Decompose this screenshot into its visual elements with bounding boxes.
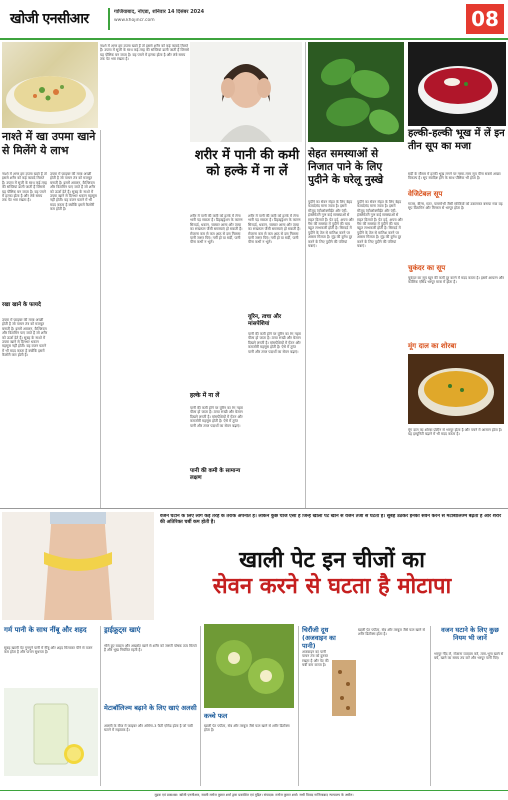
empty-sub5: चिरौंजी दूध (अजवाइन का पानी)	[302, 626, 336, 650]
empty-sub2: ड्राईफ्रूट्स खाएं	[104, 626, 141, 634]
mint-title: सेहत समस्याओं से निजात पाने के लिए पुदीने के घरेलू नुस्खे	[308, 148, 384, 186]
mint-body-col1: पुदीने का सेवन सेहत के लिए बेहद फायदेमंद माना जाता है। इसमें मौजूद एंटीऑक्सीडेंट और एंटी-इंफ्लेमेटरी गुण कई समस्याओं से राहत दिलाते हैं। पेट दर्द, अपच और गैस की समस्या में पुदीने की चाय बहुत लाभकारी होती है। सिरदर्द में पुदीने के तेल से मालिश करने पर आराम मिलता है। मुंह की दुर्गंध दूर करने के लिए पुदीने की पत्तियां चबाएं।	[308, 200, 354, 249]
soup-sub2: चुकंदर का सूप	[408, 264, 446, 272]
lemon-water-image	[4, 688, 98, 776]
mint-leaves-image	[308, 42, 404, 142]
measuring-tape-image	[2, 512, 154, 620]
dal-soup-image	[408, 354, 504, 424]
footer-text: मुद्रक एवं प्रकाशक: खोजी एनसीआर, स्वामी मनोज कुमार शर्मा द्वारा प्रकाशित एवं मुद्रित। संपादक: मनोज कुमार शर्मा। सभी विवाद गाजियाबाद न्यायालय के अधीन।	[154, 793, 354, 797]
upma-body-left: उपमा में फाइबर की मात्रा अच्छी होती है जो पाचन तंत्र को मजबूत बनाती है। इसमें आयरन, कैल्शियम और विटामिन पाए जाते हैं जो शरीर को ऊर्जा देते हैं। सुबह के नाश्ते में उपमा खाने से दिनभर थकान महसूस नहीं होती। यह वजन घटाने में भी मदद करता है क्योंकि इसमें कैलोरी कम होती है।	[2, 318, 48, 358]
water-sub3: पानी की कमी के सामान्य लक्षण	[190, 468, 241, 481]
upma-intro: नाश्ते में अगर हम उपमा खाते हैं तो इससे शरीर को कई फायदे मिलते हैं। उपमा में सूजी के साथ कई तरह की सब्जियां डाली जाती हैं जिससे यह पौष्टिक बन जाता है। यह पचने में हल्का होता है और लंबे समय तक पेट भरा रखता है।	[2, 172, 47, 203]
mint-photo	[308, 42, 404, 142]
water-sub1: हल्के में ना लें	[190, 392, 220, 399]
lemon-water-photo	[4, 688, 98, 776]
empty-body3: अलसी के बीज में फाइबर और ओमेगा-3 फैटी एसिड होता है जो चर्बी घटाने में सहायक है।	[104, 724, 193, 733]
soup-title: हल्की-हल्की भूख में लें इन तीन सूप का मजा	[408, 128, 505, 152]
upma-body-right: उपमा में फाइबर की मात्रा अच्छी होती है जो पाचन तंत्र को मजबूत बनाती है। इसमें आयरन, कैल्शियम और विटामिन पाए जाते हैं जो शरीर को ऊर्जा देते हैं। सुबह के नाश्ते में उपमा खाने से दिनभर थकान महसूस नहीं होती। यह वजन घटाने में भी मदद करता है क्योंकि इसमें कैलोरी कम होती है।	[50, 172, 97, 212]
empty-body6: भरपूर नींद लें, रोजाना व्यायाम करें, तला-भुना खाने से बचें, खाने का समय तय करें और भरपूर पानी पिएं।	[434, 652, 504, 661]
empty-body5b: खाली पेट पपीता, सेब और तरबूज जैसे फल खाने से शरीर डिटॉक्स होता है।	[358, 628, 425, 637]
empty-sub4: कच्चे फल	[204, 712, 228, 720]
soup-body3: मूंग दाल का शोरबा प्रोटीन से भरपूर होता है और पचने में आसान होता है। यह इम्यूनिटी बढ़ाने में भी मदद करता है।	[408, 428, 503, 437]
masthead-date: गाजियाबाद, नोएडा, शनिवार 14 दिसंबर 2024	[114, 9, 205, 15]
upma-photo	[2, 42, 98, 128]
empty-body2: भीगे हुए बादाम और अखरोट खाने से शरीर को जरूरी पोषक तत्व मिलते हैं और भूख नियंत्रित रहती है।	[104, 644, 197, 653]
soup-photo	[408, 42, 506, 126]
footer	[0, 790, 508, 800]
water-body2-col1: पानी की कमी होने पर यूरिन का रंग गहरा पीला हो जाता है। त्वचा रूखी और बेजान दिखने लगती है। मांसपेशियों में ऐंठन और कमजोरी महसूस होती है। ऐसे में तुरंत पानी और तरल पदार्थों का सेवन बढ़ाएं।	[190, 406, 243, 428]
masthead-logo	[10, 8, 102, 28]
soup-bowl-image	[408, 42, 506, 126]
soup-sub1: वेजिटेबल सूप	[408, 190, 443, 198]
empty-title-line1: खाली पेट इन चीजों का	[239, 548, 425, 573]
empty-sub1: गर्म पानी के साथ नींबू और शहद	[4, 626, 87, 634]
empty-title-line2: सेवन करने से घटता है मोटापा	[212, 574, 452, 599]
water-body-col1: शरीर में पानी की कमी को हल्के में लेना भारी पड़ सकता है। डिहाइड्रेशन के कारण सिरदर्द, थकान, चक्कर आना और त्वचा का रूखापन जैसी समस्याएं हो सकती हैं। रोजाना कम से कम आठ से दस गिलास पानी जरूर पिएं। गर्मी हो या सर्दी, पानी पीना कभी न भूलें।	[190, 214, 243, 245]
page-number: 08	[466, 4, 504, 34]
upma-side-text: नाश्ते में अगर हम उपमा खाते हैं तो इससे शरीर को कई फायदे मिलते हैं। उपमा में सूजी के साथ कई तरह की सब्जियां डाली जाती हैं जिससे यह पौष्टिक बन जाता है। यह पचने में हल्का होता है और लंबे समय तक पेट भरा रखता है।	[100, 44, 189, 62]
dal-photo	[408, 354, 504, 424]
water-body-col2: शरीर में पानी की कमी को हल्के में लेना भारी पड़ सकता है। डिहाइड्रेशन के कारण सिरदर्द, थकान, चक्कर आना और त्वचा का रूखापन जैसी समस्याएं हो सकती हैं। रोजाना कम से कम आठ से दस गिलास पानी जरूर पिएं। गर्मी हो या सर्दी, पानी पीना कभी न भूलें।	[248, 214, 301, 245]
water-body2-col2: पानी की कमी होने पर यूरिन का रंग गहरा पीला हो जाता है। त्वचा रूखी और बेजान दिखने लगती है। मांसपेशियों में ऐंठन और कमजोरी महसूस होती है। ऐसे में तुरंत पानी और तरल पदार्थों का सेवन बढ़ाएं।	[248, 332, 301, 354]
empty-body5: अजवाइन का पानी पाचन तंत्र को दुरुस्त रखता है और पेट की चर्बी कम करता है।	[302, 650, 329, 668]
empty-sub3: मेटाबॉलिज्म बढ़ाने के लिए खाएं अलसी	[104, 704, 197, 712]
soup-intro: सर्दी के मौसम में हल्की भूख लगने पर गरमा-गरम सूप पीना सबसे अच्छा विकल्प है। सूप स्वादिष्ट होने के साथ पौष्टिक भी होता है।	[408, 172, 501, 181]
upma-title: नाश्ते में खा उपमा खाने से मिलेंगे ये लाभ	[2, 130, 96, 157]
mint-body-col2: पुदीने का सेवन सेहत के लिए बेहद फायदेमंद माना जाता है। इसमें मौजूद एंटीऑक्सीडेंट और एंटी-इंफ्लेमेटरी गुण कई समस्याओं से राहत दिलाते हैं। पेट दर्द, अपच और गैस की समस्या में पुदीने की चाय बहुत लाभकारी होती है। सिरदर्द में पुदीने के तेल से मालिश करने पर आराम मिलता है। मुंह की दुर्गंध दूर करने के लिए पुदीने की पत्तियां चबाएं।	[357, 200, 403, 249]
soup-body2: चुकंदर का सूप खून की कमी दूर करने में मदद करता है। इसमें आयरन और फोलिक एसिड भरपूर मात्रा में होता है।	[408, 276, 504, 285]
kiwi-fruit-image	[204, 624, 294, 708]
ajwain-photo	[332, 660, 356, 716]
empty-body4: खाली पेट पपीता, सेब और तरबूज जैसे फल खाने से शरीर डिटॉक्स होता है।	[204, 724, 290, 733]
soup-body1: गाजर, बीन्स, मटर, पत्तागोभी जैसी सब्जियों को उबालकर बनाया गया यह सूप विटामिन और मिनरल से भरपूर होता है।	[408, 202, 503, 211]
empty-body1: सुबह खाली पेट गुनगुने पानी में नींबू और शहद मिलाकर पीने से वजन कम होता है और पाचन सुधरता है।	[4, 646, 93, 655]
upma-subheading: रखा खाने के फायदे	[2, 302, 41, 308]
seeds-image	[332, 660, 356, 716]
water-sub2: यूरिन, त्वचा और मांसपेशियां	[248, 314, 282, 327]
upma-bowl-image	[2, 42, 98, 128]
masthead	[0, 0, 508, 40]
water-title: शरीर में पानी की कमी को हल्के में ना लें	[194, 148, 300, 179]
soup-sub3: मूंग दाल का शोरबा	[408, 342, 457, 350]
headache-photo	[190, 42, 302, 142]
masthead-website: www.khojincr.com	[114, 18, 155, 23]
fruit-photo	[204, 624, 294, 708]
brand-name: खोजी एनसीआर	[10, 11, 89, 27]
waist-photo	[2, 512, 154, 620]
empty-intro: वजन घटाने के लिए लोग कई तरह के तरीके अपनाते हैं। लेकिन कुछ चीजें ऐसी हैं जिन्हें खाली पेट खाने से वजन तेजी से घटता है। सुबह उठकर इनका सेवन करने से मेटाबॉलिज्म बढ़ता है और शरीर की अतिरिक्त चर्बी कम होती है।	[160, 514, 502, 525]
empty-sub6: वजन घटाने के लिए कुछ नियम भी जानें	[441, 626, 499, 642]
woman-headache-image	[190, 42, 302, 142]
